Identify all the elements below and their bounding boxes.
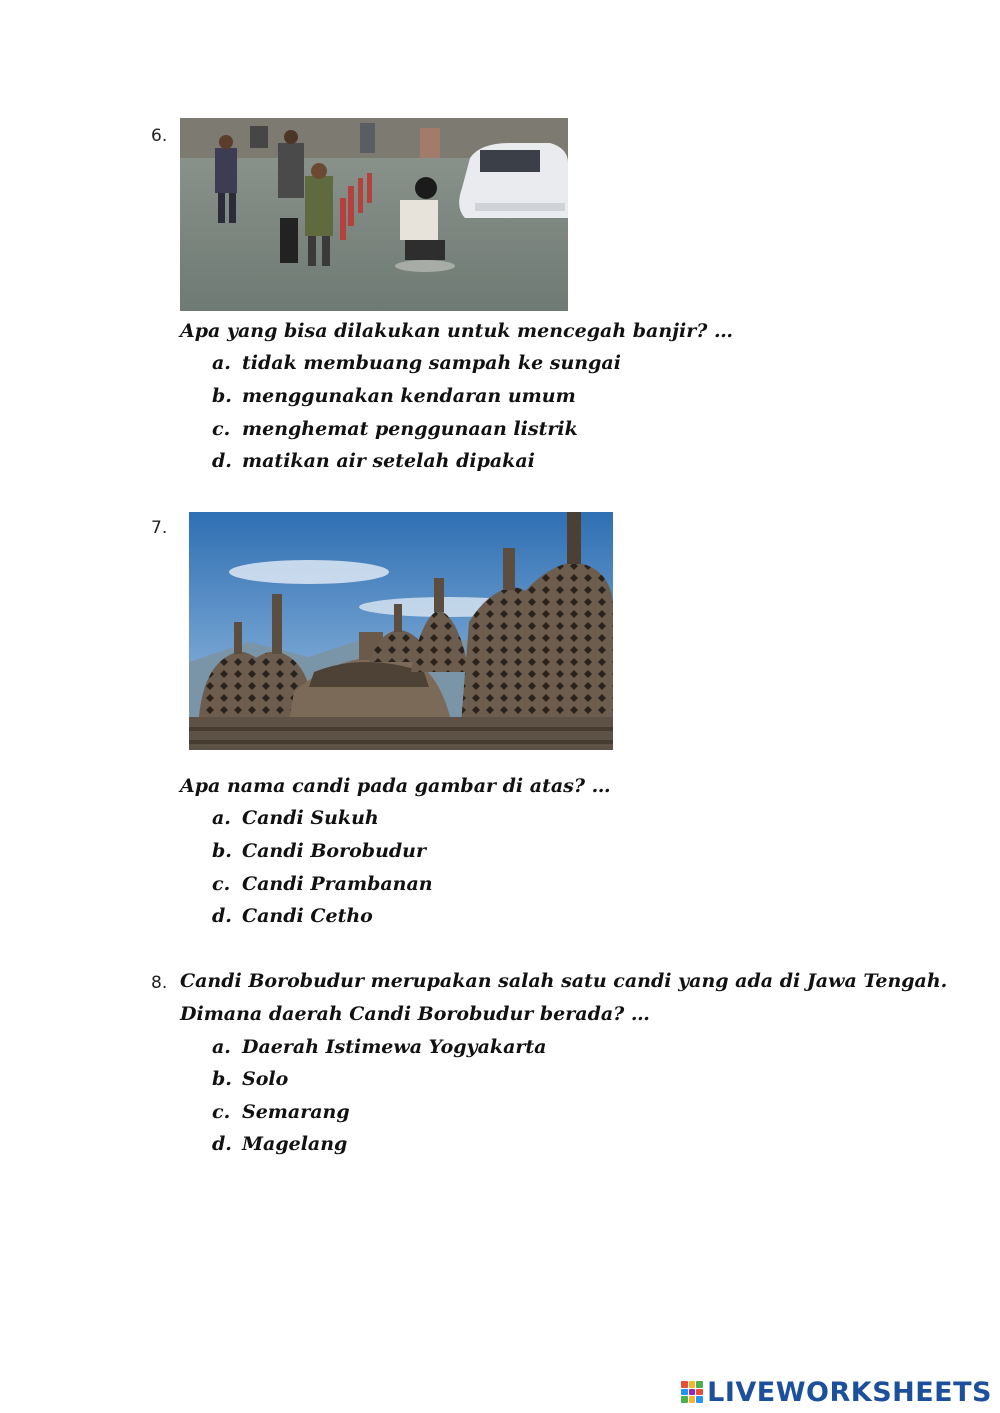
question-8-option-a[interactable] — [212, 1036, 546, 1058]
option-text: matikan air setelah dipakai — [242, 450, 535, 472]
option-letter: a. — [212, 1036, 231, 1058]
question-7-number: 7. — [151, 518, 168, 538]
question-6-option-a[interactable] — [212, 352, 621, 374]
option-text: Candi Prambanan — [242, 873, 433, 895]
option-letter: c. — [212, 873, 231, 895]
option-text: menghemat penggunaan listrik — [242, 418, 578, 440]
liveworksheets-logo-icon — [681, 1381, 703, 1403]
question-6-text: Apa yang bisa dilakukan untuk mencegah banjir? … — [180, 320, 734, 342]
question-8-option-b[interactable] — [212, 1068, 288, 1090]
option-letter: a. — [212, 807, 231, 829]
option-letter: b. — [212, 385, 232, 407]
flood-photo — [180, 118, 568, 311]
question-8-number: 8. — [151, 973, 168, 993]
question-6-option-c[interactable] — [212, 418, 578, 440]
option-text: menggunakan kendaran umum — [242, 385, 576, 407]
option-text: Candi Sukuh — [242, 807, 379, 829]
question-6-number: 6. — [151, 126, 168, 146]
option-text: tidak membuang sampah ke sungai — [242, 352, 621, 374]
option-letter: b. — [212, 840, 232, 862]
option-text: Candi Borobudur — [242, 840, 426, 862]
question-7-option-a[interactable] — [212, 807, 379, 829]
question-8-option-c[interactable] — [212, 1101, 350, 1123]
question-6-option-d[interactable] — [212, 450, 535, 472]
option-letter: c. — [212, 418, 231, 440]
liveworksheets-brand — [681, 1377, 992, 1407]
option-text: Candi Cetho — [242, 905, 373, 927]
option-text: Daerah Istimewa Yogyakarta — [242, 1036, 547, 1058]
brand-name: LIVEWORKSHEETS — [707, 1376, 992, 1408]
option-text: Solo — [242, 1068, 289, 1090]
question-8-text-line1: Candi Borobudur merupakan salah satu candi yang ada di Jawa Tengah. — [180, 970, 948, 992]
option-letter: c. — [212, 1101, 231, 1123]
option-letter: d. — [212, 1133, 232, 1155]
option-letter: b. — [212, 1068, 232, 1090]
question-8-option-d[interactable] — [212, 1133, 347, 1155]
question-7-option-b[interactable] — [212, 840, 426, 862]
question-7-text: Apa nama candi pada gambar di atas? … — [180, 775, 611, 797]
option-letter: d. — [212, 450, 232, 472]
option-letter: d. — [212, 905, 232, 927]
temple-stupas-photo — [189, 512, 613, 750]
question-6-option-b[interactable] — [212, 385, 576, 407]
question-7-option-d[interactable] — [212, 905, 373, 927]
option-text: Magelang — [242, 1133, 348, 1155]
question-7-option-c[interactable] — [212, 873, 433, 895]
option-letter: a. — [212, 352, 231, 374]
question-8-text-line2: Dimana daerah Candi Borobudur berada? … — [180, 1003, 650, 1025]
option-text: Semarang — [242, 1101, 350, 1123]
